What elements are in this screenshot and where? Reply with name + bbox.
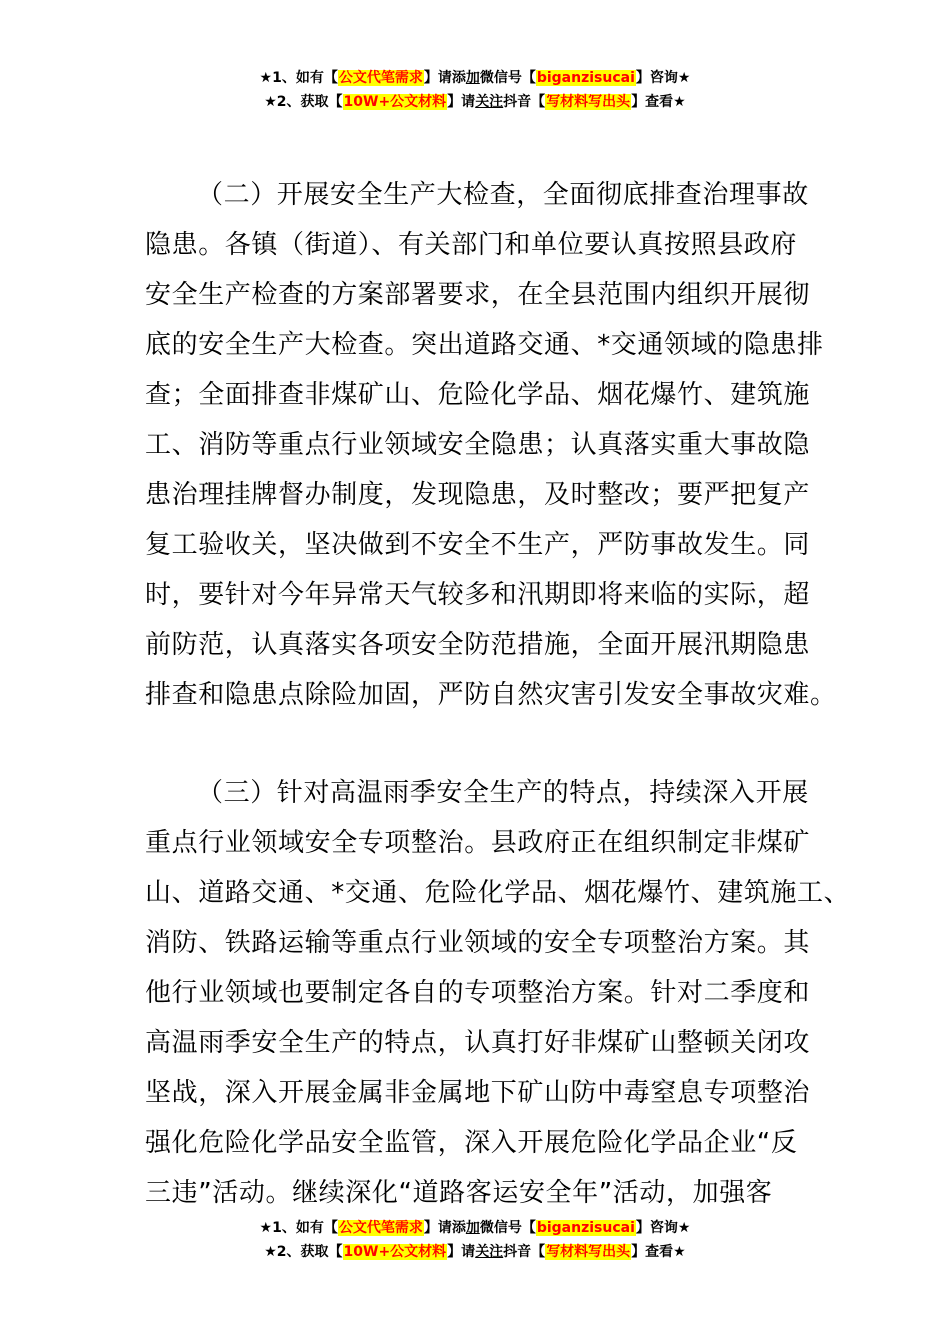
paragraph-line: 山、道路交通、*交通、危险化学品、烟花爆竹、建筑施工、 [145,878,851,908]
paragraph-line: 复工验收关，坚决做到不安全不生产，严防事故发生。同 [145,530,811,560]
banner-text: ★1、如有【 [259,70,338,86]
banner-text: 】请添 [423,1220,466,1236]
banner-text: 】请 [447,94,476,110]
paragraph-line: 高温雨季安全生产的特点，认真打好非煤矿山整顿关闭攻 [145,1028,811,1058]
paragraph-line: 排查和隐患点除险加固，严防自然灾害引发安全事故灾难。 [145,680,837,710]
paragraph-line: 工、消防等重点行业领域安全隐患；认真落实重大事故隐 [145,430,811,460]
wechat-id: biganzisucai [536,70,635,86]
paragraph-line: 他行业领域也要制定各自的专项整治方案。针对二季度和 [145,978,811,1008]
banner-text: 抖音【 [503,1244,546,1260]
banner-text: ★2、获取【 [264,94,343,110]
paragraph-section-2 [145,170,837,720]
paragraph-line: 消防、铁路运输等重点行业领域的安全专项整治方案。其 [145,928,811,958]
banner-line-2 [0,90,950,114]
paragraph-line: 坚战，深入开展金属非金属地下矿山防中毒窒息专项整治 [145,1078,811,1108]
banner-text: 微信号【 [479,1220,536,1236]
underlined-text: 加 [465,70,480,86]
banner-text: ★2、获取【 [264,1244,343,1260]
douyin-account: 写材料写出头 [546,1244,631,1260]
highlight-text: 10W+公文材料 [343,1244,447,1260]
banner-text: 微信号【 [479,70,536,86]
banner-text: ★1、如有【 [259,1220,338,1236]
banner-text: 】查看★ [631,94,686,110]
paragraph-line: （二）开展安全生产大检查，全面彻底排查治理事故 [197,180,809,210]
banner-text: 】咨询★ [635,1220,691,1236]
banner-text: 】咨询★ [635,70,691,86]
paragraph-line: 三违”活动。继续深化“道路客运安全年”活动，加强客 [145,1178,773,1208]
highlight-text: 公文代笔需求 [338,1220,423,1236]
banner-line-2 [0,1240,950,1264]
highlight-text: 10W+公文材料 [343,94,447,110]
underlined-text: 加 [465,1220,480,1236]
paragraph-line: 安全生产检查的方案部署要求，在全县范围内组织开展彻 [145,280,811,310]
paragraph-line: 重点行业领域安全专项整治。县政府正在组织制定非煤矿 [145,828,811,858]
paragraph-line: 前防范，认真落实各项安全防范措施，全面开展汛期隐患 [145,630,811,660]
banner-text: 】请添 [423,70,466,86]
footer-banner [0,1216,950,1264]
banner-line-1 [0,66,950,90]
paragraph-line: 底的安全生产大检查。突出道路交通、*交通领域的隐患排 [145,330,824,360]
paragraph-line: 查；全面排查非煤矿山、危险化学品、烟花爆竹、建筑施 [145,380,811,410]
banner-text: 】请 [447,1244,476,1260]
douyin-account: 写材料写出头 [546,94,631,110]
underlined-text: 关注 [475,94,504,110]
highlight-text: 公文代笔需求 [338,70,423,86]
underlined-text: 关注 [475,1244,504,1260]
paragraph-line: 时，要针对今年异常天气较多和汛期即将来临的实际，超 [145,580,811,610]
paragraph-section-3 [145,768,851,1218]
banner-text: 】查看★ [631,1244,686,1260]
paragraph-line: 患治理挂牌督办制度，发现隐患，及时整改；要严把复产 [145,480,811,510]
paragraph-line: 强化危险化学品安全监管，深入开展危险化学品企业“反 [145,1128,798,1158]
paragraph-line: 隐患。各镇（街道）、有关部门和单位要认真按照县政府 [145,230,798,260]
wechat-id: biganzisucai [536,1220,635,1236]
header-banner [0,66,950,114]
banner-line-1 [0,1216,950,1240]
banner-text: 抖音【 [503,94,546,110]
paragraph-line: （三）针对高温雨季安全生产的特点，持续深入开展 [197,778,809,808]
